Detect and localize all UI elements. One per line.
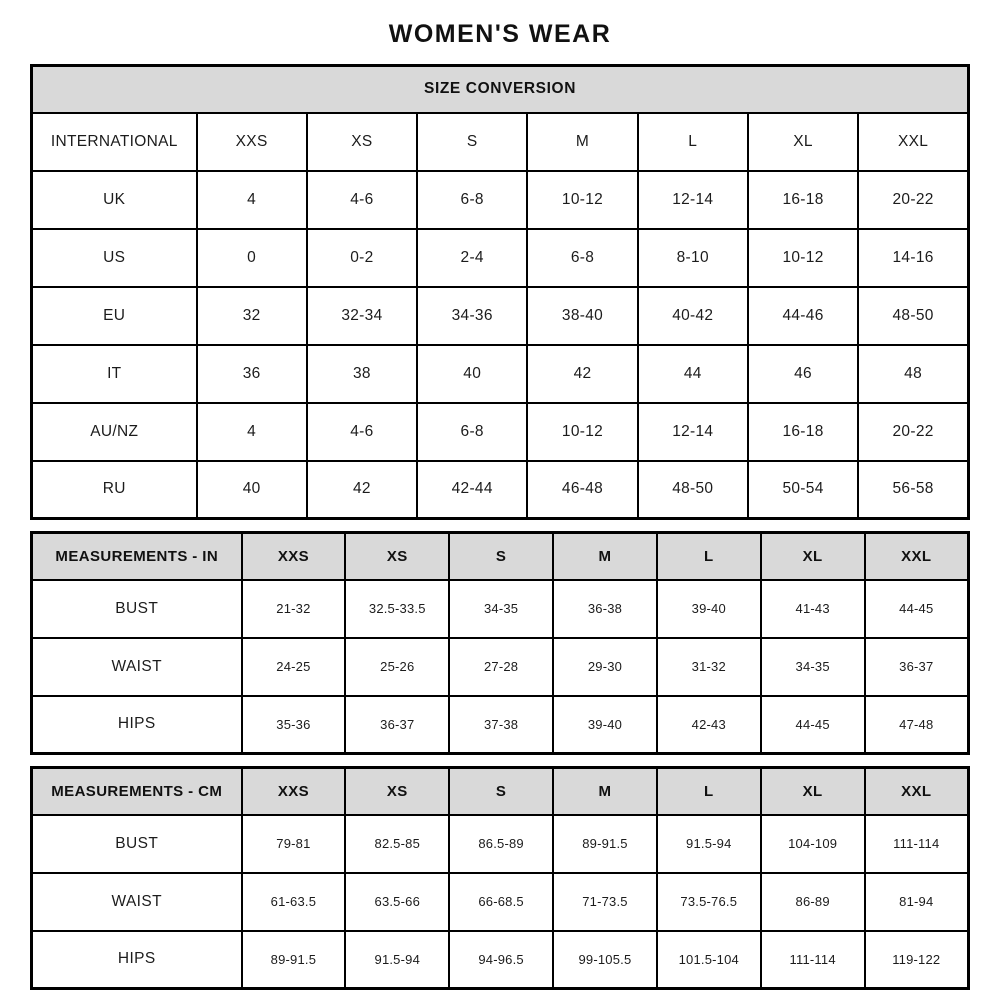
row-label-cell: RU bbox=[32, 461, 197, 519]
row-label-cell: HIPS bbox=[32, 931, 242, 989]
value-cell: 6-8 bbox=[417, 171, 527, 229]
value-cell: 48-50 bbox=[638, 461, 748, 519]
size-conversion-table bbox=[30, 64, 970, 520]
column-header-cell: M bbox=[553, 533, 657, 580]
value-cell: 6-8 bbox=[527, 229, 637, 287]
measurements-in-body bbox=[32, 533, 969, 754]
row-label-cell: BUST bbox=[32, 815, 242, 873]
value-cell: 6-8 bbox=[417, 403, 527, 461]
column-header-cell: XL bbox=[761, 768, 865, 815]
row-header-cell: INTERNATIONAL bbox=[32, 113, 197, 171]
measurements-in-table bbox=[30, 531, 970, 755]
value-cell: 42 bbox=[307, 461, 417, 519]
column-header-cell: XS bbox=[307, 113, 417, 171]
value-cell: 25-26 bbox=[345, 638, 449, 696]
table-row bbox=[32, 403, 969, 461]
value-cell: 37-38 bbox=[449, 696, 553, 754]
column-header-cell: L bbox=[638, 113, 748, 171]
value-cell: 41-43 bbox=[761, 580, 865, 638]
value-cell: 36-37 bbox=[345, 696, 449, 754]
value-cell: 29-30 bbox=[553, 638, 657, 696]
column-header-row bbox=[32, 533, 969, 580]
value-cell: 42-43 bbox=[657, 696, 761, 754]
value-cell: 34-35 bbox=[761, 638, 865, 696]
column-header-cell: L bbox=[657, 533, 761, 580]
measurements-cm-body bbox=[32, 768, 969, 989]
value-cell: 44 bbox=[638, 345, 748, 403]
value-cell: 46-48 bbox=[527, 461, 637, 519]
column-header-cell: S bbox=[449, 533, 553, 580]
value-cell: 10-12 bbox=[527, 171, 637, 229]
value-cell: 16-18 bbox=[748, 171, 858, 229]
value-cell: 21-32 bbox=[242, 580, 346, 638]
value-cell: 8-10 bbox=[638, 229, 748, 287]
value-cell: 101.5-104 bbox=[657, 931, 761, 989]
value-cell: 40 bbox=[417, 345, 527, 403]
row-label-cell: BUST bbox=[32, 580, 242, 638]
value-cell: 44-45 bbox=[761, 696, 865, 754]
table-title-cell: MEASUREMENTS - IN bbox=[32, 533, 242, 580]
value-cell: 111-114 bbox=[761, 931, 865, 989]
table-row bbox=[32, 229, 969, 287]
value-cell: 91.5-94 bbox=[345, 931, 449, 989]
value-cell: 50-54 bbox=[748, 461, 858, 519]
value-cell: 42-44 bbox=[417, 461, 527, 519]
value-cell: 36-37 bbox=[865, 638, 969, 696]
value-cell: 44-45 bbox=[865, 580, 969, 638]
table-row bbox=[32, 638, 969, 696]
row-label-cell: IT bbox=[32, 345, 197, 403]
value-cell: 82.5-85 bbox=[345, 815, 449, 873]
column-header-cell: XXL bbox=[865, 768, 969, 815]
column-header-cell: XXL bbox=[858, 113, 968, 171]
table-title-cell: SIZE CONVERSION bbox=[32, 66, 969, 113]
value-cell: 39-40 bbox=[657, 580, 761, 638]
column-header-row bbox=[32, 768, 969, 815]
value-cell: 73.5-76.5 bbox=[657, 873, 761, 931]
value-cell: 38 bbox=[307, 345, 417, 403]
value-cell: 91.5-94 bbox=[657, 815, 761, 873]
value-cell: 32.5-33.5 bbox=[345, 580, 449, 638]
table-row bbox=[32, 873, 969, 931]
table-row bbox=[32, 580, 969, 638]
value-cell: 86.5-89 bbox=[449, 815, 553, 873]
value-cell: 63.5-66 bbox=[345, 873, 449, 931]
value-cell: 79-81 bbox=[242, 815, 346, 873]
value-cell: 48-50 bbox=[858, 287, 968, 345]
table-row bbox=[32, 931, 969, 989]
value-cell: 56-58 bbox=[858, 461, 968, 519]
column-header-cell: M bbox=[553, 768, 657, 815]
column-header-cell: S bbox=[449, 768, 553, 815]
value-cell: 32 bbox=[197, 287, 307, 345]
value-cell: 35-36 bbox=[242, 696, 346, 754]
column-header-cell: XXS bbox=[242, 533, 346, 580]
value-cell: 4 bbox=[197, 403, 307, 461]
column-header-cell: XS bbox=[345, 533, 449, 580]
row-label-cell: WAIST bbox=[32, 873, 242, 931]
table-row bbox=[32, 815, 969, 873]
value-cell: 44-46 bbox=[748, 287, 858, 345]
value-cell: 42 bbox=[527, 345, 637, 403]
column-header-cell: L bbox=[657, 768, 761, 815]
value-cell: 119-122 bbox=[865, 931, 969, 989]
value-cell: 27-28 bbox=[449, 638, 553, 696]
value-cell: 40-42 bbox=[638, 287, 748, 345]
value-cell: 4-6 bbox=[307, 403, 417, 461]
table-row bbox=[32, 696, 969, 754]
value-cell: 47-48 bbox=[865, 696, 969, 754]
value-cell: 34-36 bbox=[417, 287, 527, 345]
table-title-cell: MEASUREMENTS - CM bbox=[32, 768, 242, 815]
value-cell: 66-68.5 bbox=[449, 873, 553, 931]
value-cell: 4-6 bbox=[307, 171, 417, 229]
page-title: WOMEN'S WEAR bbox=[388, 20, 612, 48]
size-conversion-body bbox=[32, 66, 969, 519]
row-label-cell: HIPS bbox=[32, 696, 242, 754]
value-cell: 20-22 bbox=[858, 171, 968, 229]
measurements-cm-table bbox=[30, 766, 970, 990]
value-cell: 0-2 bbox=[307, 229, 417, 287]
row-label-cell: AU/NZ bbox=[32, 403, 197, 461]
value-cell: 86-89 bbox=[761, 873, 865, 931]
value-cell: 36-38 bbox=[553, 580, 657, 638]
value-cell: 12-14 bbox=[638, 171, 748, 229]
column-header-row bbox=[32, 113, 969, 171]
row-label-cell: US bbox=[32, 229, 197, 287]
column-header-cell: M bbox=[527, 113, 637, 171]
table-row bbox=[32, 345, 969, 403]
value-cell: 20-22 bbox=[858, 403, 968, 461]
value-cell: 89-91.5 bbox=[242, 931, 346, 989]
column-header-cell: XXL bbox=[865, 533, 969, 580]
value-cell: 111-114 bbox=[865, 815, 969, 873]
column-header-cell: XL bbox=[748, 113, 858, 171]
value-cell: 99-105.5 bbox=[553, 931, 657, 989]
value-cell: 36 bbox=[197, 345, 307, 403]
value-cell: 89-91.5 bbox=[553, 815, 657, 873]
value-cell: 81-94 bbox=[865, 873, 969, 931]
column-header-cell: XXS bbox=[197, 113, 307, 171]
column-header-cell: XL bbox=[761, 533, 865, 580]
value-cell: 46 bbox=[748, 345, 858, 403]
value-cell: 4 bbox=[197, 171, 307, 229]
value-cell: 0 bbox=[197, 229, 307, 287]
value-cell: 10-12 bbox=[527, 403, 637, 461]
value-cell: 40 bbox=[197, 461, 307, 519]
value-cell: 61-63.5 bbox=[242, 873, 346, 931]
value-cell: 94-96.5 bbox=[449, 931, 553, 989]
value-cell: 38-40 bbox=[527, 287, 637, 345]
column-header-cell: XS bbox=[345, 768, 449, 815]
column-header-cell: S bbox=[417, 113, 527, 171]
value-cell: 2-4 bbox=[417, 229, 527, 287]
value-cell: 32-34 bbox=[307, 287, 417, 345]
value-cell: 34-35 bbox=[449, 580, 553, 638]
table-title-row bbox=[32, 66, 969, 113]
table-row bbox=[32, 461, 969, 519]
value-cell: 12-14 bbox=[638, 403, 748, 461]
row-label-cell: UK bbox=[32, 171, 197, 229]
value-cell: 31-32 bbox=[657, 638, 761, 696]
value-cell: 48 bbox=[858, 345, 968, 403]
table-row bbox=[32, 287, 969, 345]
value-cell: 24-25 bbox=[242, 638, 346, 696]
row-label-cell: WAIST bbox=[32, 638, 242, 696]
value-cell: 10-12 bbox=[748, 229, 858, 287]
value-cell: 14-16 bbox=[858, 229, 968, 287]
row-label-cell: EU bbox=[32, 287, 197, 345]
value-cell: 104-109 bbox=[761, 815, 865, 873]
value-cell: 39-40 bbox=[553, 696, 657, 754]
table-row bbox=[32, 171, 969, 229]
column-header-cell: XXS bbox=[242, 768, 346, 815]
value-cell: 16-18 bbox=[748, 403, 858, 461]
value-cell: 71-73.5 bbox=[553, 873, 657, 931]
